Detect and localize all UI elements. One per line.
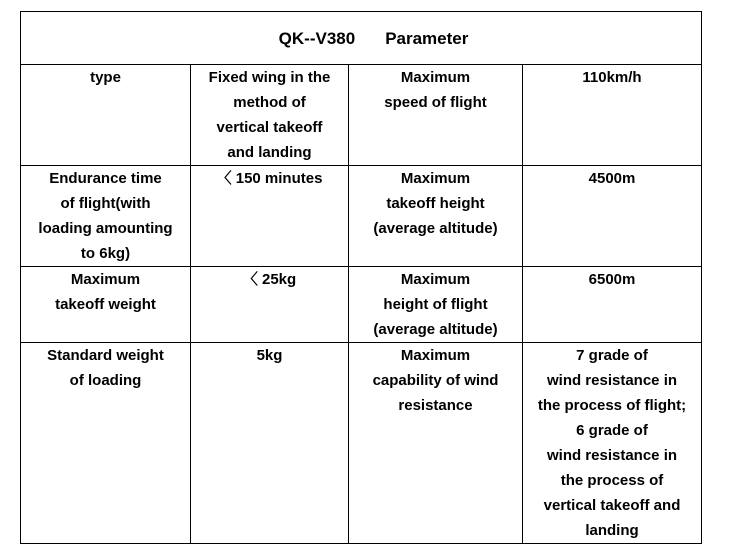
row-value: 〈 25kg xyxy=(191,267,349,343)
row-label: Standard weight of loading xyxy=(21,343,191,544)
row-value: 7 grade of wind resistance in the process of flight; 6 grade of wind resistance in the process of vertical takeoff and landing xyxy=(523,343,702,544)
title-label: Parameter xyxy=(385,28,469,48)
row-value: 〈 150 minutes xyxy=(191,166,349,267)
row-label: Maximum height of flight (average altitude) xyxy=(349,267,523,343)
table-title xyxy=(21,12,702,65)
table-row xyxy=(21,267,702,343)
table-row xyxy=(21,65,702,166)
row-value: 5kg xyxy=(191,343,349,544)
row-value: 110km/h xyxy=(523,65,702,166)
row-label: Maximum speed of flight xyxy=(349,65,523,166)
table-row xyxy=(21,343,702,544)
row-label: Endurance time of flight(with loading amounting to 6kg) xyxy=(21,166,191,267)
row-label: Maximum capability of wind resistance xyxy=(349,343,523,544)
table-row xyxy=(21,166,702,267)
parameter-table xyxy=(20,11,702,544)
row-label: Maximum takeoff height (average altitude) xyxy=(349,166,523,267)
table-title-row xyxy=(21,12,702,65)
row-value: Fixed wing in the method of vertical takeoff and landing xyxy=(191,65,349,166)
row-value: 6500m xyxy=(523,267,702,343)
row-value: 4500m xyxy=(523,166,702,267)
row-label: type xyxy=(21,65,191,166)
row-label: Maximum takeoff weight xyxy=(21,267,191,343)
model-name: QK--V380 xyxy=(278,28,356,48)
